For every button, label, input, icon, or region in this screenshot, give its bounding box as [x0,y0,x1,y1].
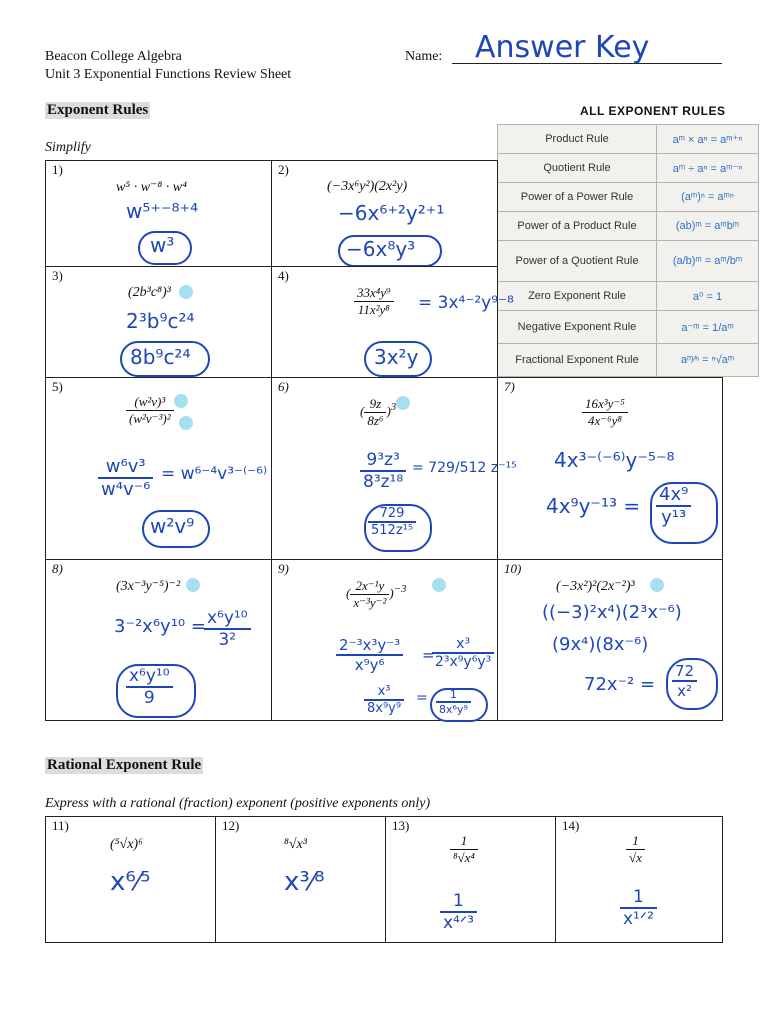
numerator: (w²v)³ [126,394,174,411]
denominator: (w²v⁻³)² [129,411,171,426]
rules-title: ALL EXPONENT RULES [580,104,726,118]
problem-cell-13 [385,816,556,943]
outer-exponent: 3 [390,401,397,414]
problem-cell-4 [271,266,514,378]
problem-number: 8) [52,561,63,576]
rule-formula: aᵐ × aⁿ = aᵐ⁺ⁿ [657,125,759,154]
outer-exponent: −3 [393,583,407,596]
denominator: 11x²y⁸ [357,302,390,317]
rule-formula: (ab)ᵐ = aᵐbᵐ [657,212,759,241]
work-step: = w⁶⁻⁴v³⁻⁽⁻⁶⁾ [161,464,268,484]
problem-cell-5 [45,377,272,560]
work-numerator: 2⁻³x³y⁻³ [336,636,403,656]
work-step: 2³b⁹c²⁴ [126,309,195,333]
exponent-highlight [179,285,193,299]
problem-number: 11) [52,818,69,833]
rule-formula: (aᵐ)ⁿ = aᵐⁿ [657,183,759,212]
problem-number: 1) [52,162,63,177]
denominator: √x [629,850,642,865]
answer-numerator: 729 [368,506,416,523]
rule-row [498,183,759,212]
problem-expression: ⁸√x³ [284,837,307,852]
work-step: ((−3)²x⁴)(2³x⁻⁶) [542,602,682,623]
problem-expression: (⁵√x)⁶ [110,837,143,852]
problem-number: 4) [278,268,289,283]
exponent-highlight [179,416,193,430]
answer: w³ [150,233,175,257]
rule-row [498,241,759,282]
problem-number: 6) [278,379,289,394]
problem-number: 9) [278,561,289,576]
work-step: w⁵⁺⁻⁸⁺⁴ [126,199,199,223]
rule-name: Power of a Product Rule [498,212,657,241]
section-title-exponent-rules: Exponent Rules [47,102,149,118]
problem-expression: (3x⁻³y⁻⁵)⁻² [116,579,181,594]
work-numerator: 9³z³ [360,450,406,472]
work-step: 4x³⁻⁽⁻⁶⁾y⁻⁵⁻⁸ [554,448,675,472]
rational-instruction: Express with a rational (fraction) exponent (positive exponents only) [45,796,431,811]
denominator: ⁸√x⁴ [453,850,475,865]
work-numerator: x⁶y¹⁰ [204,608,251,630]
exponent-highlight [396,396,410,410]
section-title-rational-exponent: Rational Exponent Rule [47,757,202,773]
problem-cell-9: 9) ( $\frac{\text{2x⁻¹y}}{\text{x⁻³y⁻²}}$ )$^{-3}$ $\frac{\text{2⁻³x³y⁻³}}{\text{x⁹y⁶}}$ = $\frac{\text{x³}}{\text{2³x⁹y⁶y³}}$ $\frac{\text{x³}}{\text{8x⁹y⁹}}$ = $\frac{1}{\text{8x⁶y⁹}}$ [271,559,498,721]
rule-name: Quotient Rule [498,154,657,183]
answer-numerator: 1 [436,688,471,703]
answer: 3x²y [374,345,419,369]
work-numerator: w⁶v³ [98,456,153,479]
answer: x³⁄⁸ [284,867,325,897]
work-step: 3⁻²x⁶y¹⁰ = [114,616,206,637]
problem-number: 13) [392,818,410,833]
rule-row [498,125,759,154]
rule-name: Power of a Power Rule [498,183,657,212]
rule-row [498,154,759,183]
rule-row [498,344,759,377]
work-denominator: 2³x⁹y⁶y³ [435,654,492,670]
rule-name: Zero Exponent Rule [498,282,657,311]
problem-cell-8 [45,559,272,721]
answer-numerator: 1 [620,887,657,909]
denominator: 4x⁻⁶y⁸ [587,413,622,428]
problem-cell-10 [497,559,723,721]
answer: x⁶⁄⁵ [110,867,151,897]
numerator: 16x³y⁻⁵ [582,396,628,413]
rule-formula: aᵐ ÷ aⁿ = aᵐ⁻ⁿ [657,154,759,183]
problem-expression: w⁵ · w⁻⁸ · w⁴ [116,180,188,195]
problem-cell-2 [271,160,498,267]
work-denominator: w⁴v⁻⁶ [101,479,151,500]
denominator: x⁻³y⁻² [353,595,387,610]
exponent-highlight [432,578,446,592]
work-denominator: 8x⁹y⁹ [367,701,402,716]
work-numerator: x³ [432,636,494,654]
exponent-highlight [174,394,188,408]
answer: 8b⁹c²⁴ [130,345,191,369]
problem-number: 7) [504,379,515,394]
exponent-rules-table [497,124,759,377]
work-denominator: x⁹y⁶ [354,656,385,674]
work-denominator: 3² [218,630,237,650]
answer-denominator: x⁴ᐟ³ [443,913,474,933]
sheet-title: Unit 3 Exponential Functions Review Sheet [45,67,292,82]
numerator: 33x⁴y⁹ [354,285,394,302]
rule-formula: a⁻ᵐ = 1/aᵐ [657,311,759,344]
rule-name: Product Rule [498,125,657,154]
rule-name: Negative Exponent Rule [498,311,657,344]
problem-cell-1 [45,160,272,267]
work-step: −6x⁶⁺²y²⁺¹ [338,201,445,225]
rule-row [498,282,759,311]
exponent-highlight [650,578,664,592]
problem-expression: (−3x²)²(2x⁻²)³ [556,579,635,594]
problem-number: 5) [52,379,63,394]
work-step: = 729/512 z⁻¹⁵ [412,460,517,476]
problem-cell-12 [215,816,386,943]
answer-numerator: 72 [672,662,697,682]
problem-expression: (2b³c⁸)³ [128,285,171,300]
problem-cell-7 [497,377,723,560]
work-step: (9x⁴)(8x⁻⁶) [552,634,649,655]
problem-number: 2) [278,162,289,177]
rule-formula: a⁰ = 1 [657,282,759,311]
denominator: 8z⁶ [367,413,384,428]
answer-denominator: 8x⁶y⁹ [439,703,468,716]
work-step: 72x⁻² = [584,674,656,695]
answer-denominator: x² [677,682,692,700]
problem-number: 3) [52,268,63,283]
rule-name: Fractional Exponent Rule [498,344,657,377]
name-value: Answer Key [475,30,650,65]
answer-numerator: x⁶y¹⁰ [126,666,173,688]
rule-formula: aᵐ⁄ⁿ = ⁿ√aᵐ [657,344,759,377]
problem-cell-11 [45,816,216,943]
answer-numerator: 1 [440,891,477,913]
numerator: 2x⁻¹y [350,578,389,595]
numerator: 9z [364,396,386,413]
problem-cell-6: 6) ( $\frac{9z}{\text{8z⁶}}$ )$^3$ $\frac{\text{9³z³}}{\text{8³z¹⁸}}$ = 729/512 z⁻¹⁵ $\frac{729}{\text{512z¹⁵}}$ [271,377,498,560]
rule-row [498,311,759,344]
work-denominator: 8³z¹⁸ [363,472,404,492]
exponent-highlight [186,578,200,592]
problem-number: 14) [562,818,580,833]
problem-number: 12) [222,818,240,833]
answer-denominator: y¹³ [661,507,687,528]
answer: w²v⁹ [150,514,195,538]
problem-cell-3 [45,266,272,378]
simplify-instruction: Simplify [45,140,91,155]
answer: −6x⁸y³ [346,237,416,261]
rule-name: Power of a Quotient Rule [498,241,657,282]
work-step: = 3x⁴⁻²y⁹⁻⁸ [418,293,514,313]
work-numerator: x³ [364,684,404,701]
problem-expression: (−3x⁶y²)(2x²y) [327,179,408,194]
answer-denominator: x¹ᐟ² [623,909,654,929]
rule-row [498,212,759,241]
answer-denominator: 9 [143,688,155,708]
numerator: 1 [626,833,645,850]
numerator: 1 [450,833,478,850]
problem-number: 10) [504,561,522,576]
problem-cell-14 [555,816,723,943]
rule-formula: (a/b)ᵐ = aᵐ/bᵐ [657,241,759,282]
name-label: Name: [405,49,443,64]
course-title: Beacon College Algebra [45,49,182,64]
work-step: 4x⁹y⁻¹³ = [546,494,641,518]
answer-denominator: 512z¹⁵ [371,523,414,538]
answer-numerator: 4x⁹ [656,484,691,507]
